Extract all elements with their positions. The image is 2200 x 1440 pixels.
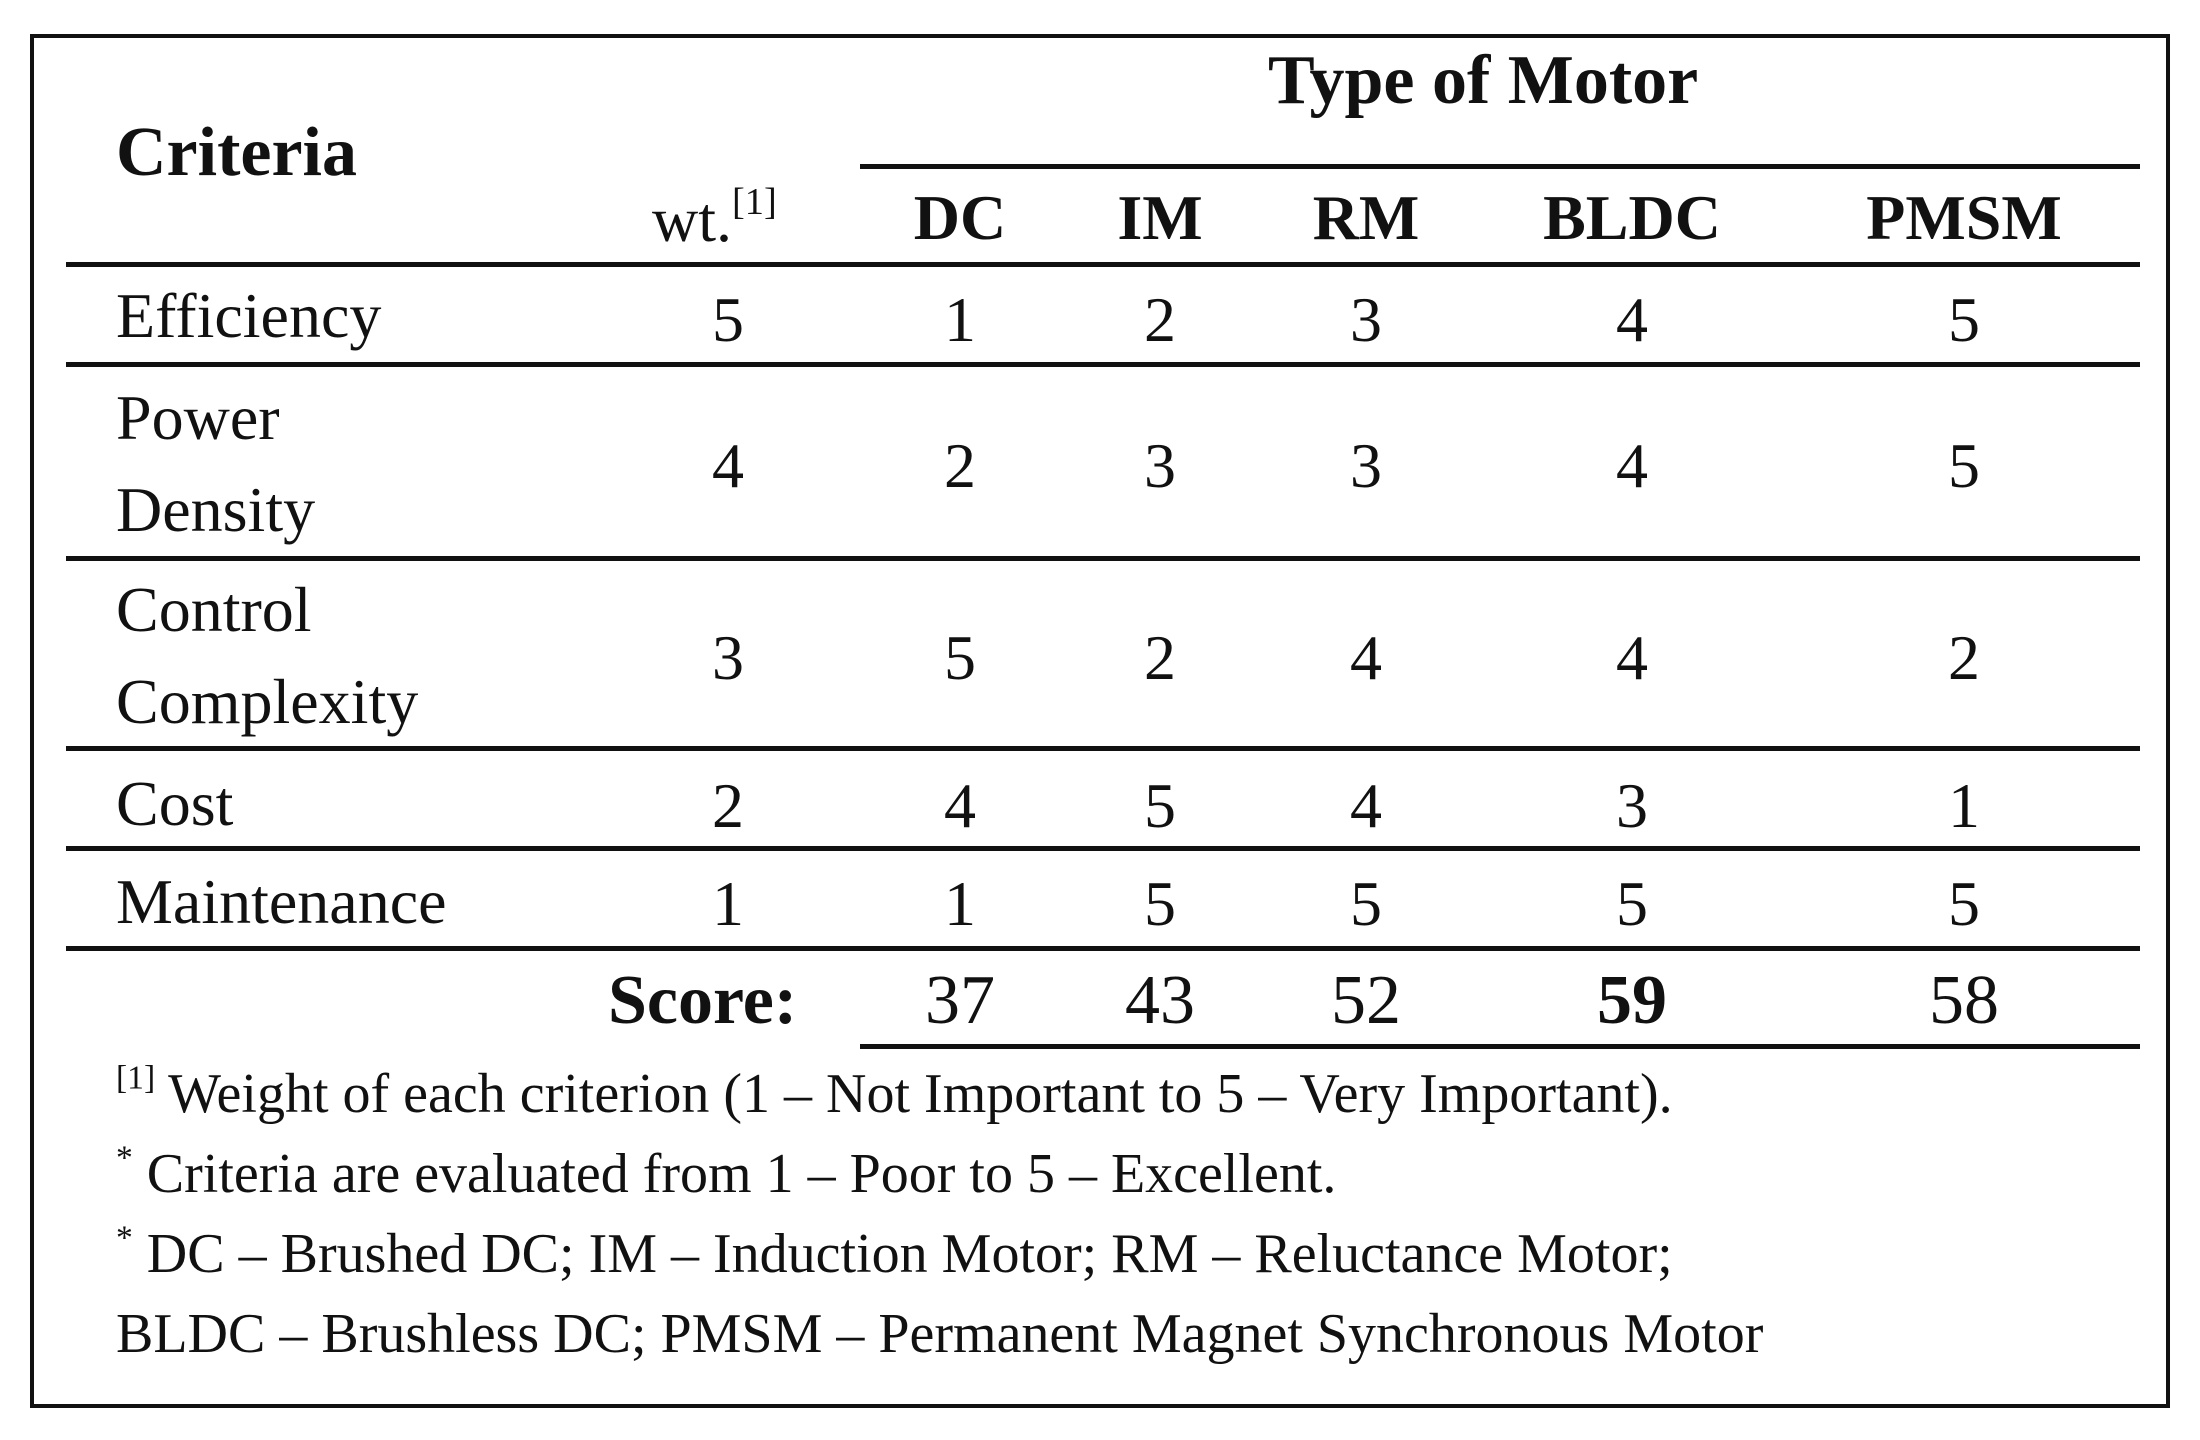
criterion-label: Maintenance (116, 866, 447, 937)
weight-header (652, 181, 777, 255)
score-cell-im: 2 (1144, 284, 1176, 355)
footnote-marker: * (116, 1139, 133, 1177)
score-cell-im: 3 (1144, 430, 1176, 501)
motor-header-bldc: BLDC (1543, 182, 1721, 253)
motor-header-pmsm: PMSM (1866, 182, 2062, 253)
score-cell-im: 2 (1144, 622, 1176, 693)
score-cell-bldc: 5 (1616, 868, 1648, 939)
footnote-marker: [1] (116, 1059, 156, 1097)
score-cell-dc: 2 (944, 430, 976, 501)
footnote-abbreviations-continued (116, 1303, 1764, 1365)
criterion-label: Power Density (116, 382, 316, 545)
criterion-label: Efficiency (116, 280, 382, 351)
score-label: Score: (608, 962, 798, 1039)
weight-cell: 5 (712, 284, 744, 355)
weight-footnote-marker: [1] (732, 181, 777, 224)
footnote-marker: * (116, 1219, 133, 1257)
total-score-dc: 37 (925, 962, 995, 1039)
weight-cell: 1 (712, 868, 744, 939)
footnote-text: BLDC – Brushless DC; PMSM – Permanent Magnet Synchronous Motor (116, 1303, 1764, 1365)
motor-header-im: IM (1117, 182, 1203, 253)
score-cell-rm: 4 (1350, 770, 1382, 841)
motor-type-header: Type of Motor (1268, 42, 1699, 119)
footnote-weight (116, 1059, 1673, 1125)
header-group-rule (860, 164, 2140, 169)
row-rule (66, 556, 2140, 561)
total-score-rm: 52 (1331, 962, 1401, 1039)
score-cell-im: 5 (1144, 770, 1176, 841)
score-cell-bldc: 4 (1616, 430, 1648, 501)
score-cell-dc: 1 (944, 868, 976, 939)
row-rule (66, 946, 2140, 951)
footnote-text: Criteria are evaluated from 1 – Poor to 5 – Excellent. (146, 1143, 1337, 1205)
footnote-text: Weight of each criterion (1 – Not Important to 5 – Very Important). (168, 1063, 1673, 1125)
row-rule (66, 746, 2140, 751)
score-cell-pmsm: 5 (1948, 430, 1980, 501)
row-rule (66, 846, 2140, 851)
score-cell-bldc: 4 (1616, 622, 1648, 693)
criterion-label: Cost (116, 768, 234, 839)
criteria-header: Criteria (116, 114, 357, 191)
motor-header-rm: RM (1312, 182, 1420, 253)
score-cell-pmsm: 2 (1948, 622, 1980, 693)
motor-header-dc: DC (913, 182, 1007, 253)
score-cell-pmsm: 1 (1948, 770, 1980, 841)
weight-cell: 3 (712, 622, 744, 693)
weight-cell: 4 (712, 430, 744, 501)
score-cell-pmsm: 5 (1948, 868, 1980, 939)
score-cell-rm: 4 (1350, 622, 1382, 693)
score-cell-dc: 1 (944, 284, 976, 355)
row-rule (66, 362, 2140, 367)
total-score-bldc-best: 59 (1597, 962, 1667, 1039)
score-cell-dc: 4 (944, 770, 976, 841)
score-cell-rm: 3 (1350, 284, 1382, 355)
score-cell-im: 5 (1144, 868, 1176, 939)
score-cell-dc: 5 (944, 622, 976, 693)
criterion-label: Control Complexity (116, 574, 419, 737)
header-bottom-rule (66, 262, 2140, 267)
footnote-text: DC – Brushed DC; IM – Induction Motor; RM – Reluctance Motor; (146, 1223, 1673, 1285)
score-cell-bldc: 4 (1616, 284, 1648, 355)
score-cell-rm: 5 (1350, 868, 1382, 939)
weight-cell: 2 (712, 770, 744, 841)
score-cell-pmsm: 5 (1948, 284, 1980, 355)
footnote-criteria-scale (116, 1139, 1337, 1205)
footnote-abbreviations (116, 1219, 1673, 1285)
score-bottom-rule (860, 1044, 2140, 1049)
score-cell-rm: 3 (1350, 430, 1382, 501)
weight-header-label: wt. (652, 184, 732, 255)
score-cell-bldc: 3 (1616, 770, 1648, 841)
total-score-im: 43 (1125, 962, 1195, 1039)
total-score-pmsm: 58 (1929, 962, 1999, 1039)
